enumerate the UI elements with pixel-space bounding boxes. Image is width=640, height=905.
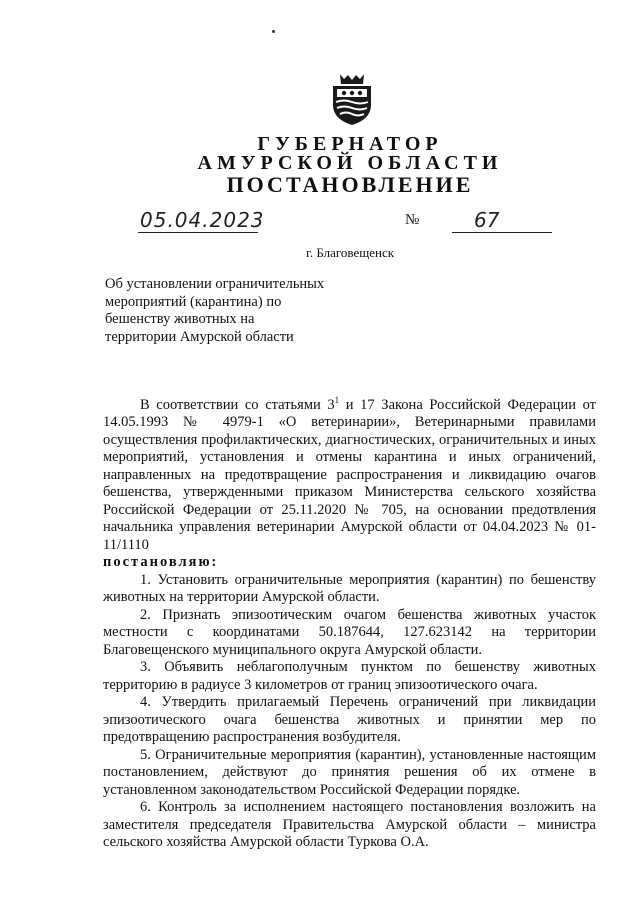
item-4: 4. Утвердить прилагаемый Перечень ограничений при ликвидации эпизоотического очага бешенства животных и принятии мер по предотвращению распространения возбудителя. [103,694,596,746]
article-superscript: 1 [334,395,340,405]
region-heading: АМУРСКОЙ ОБЛАСТИ [197,152,503,174]
document-subject: Об установлении ограничительных мероприятий (карантина) по бешенству животных на территории Амурской области [105,276,325,345]
document-type-heading: ПОСТАНОВЛЕНИЕ [226,172,474,197]
document-date: 05.04.2023 [140,208,265,232]
item-2: 2. Признать эпизоотическим очагом бешенства животных участок местности с координатами 50.187644, 127.623142 на территории Благовещенского муниципального округа Амурской области. [103,606,596,658]
scan-dot [272,30,275,33]
item-1: 1. Установить ограничительные мероприятия (карантин) по бешенству животных на территории Амурской области. [103,571,596,606]
coat-of-arms-icon [328,72,376,126]
preamble-text-rest: и 17 Закона Российской Федерации от 14.05.1993 № 4979-1 «О ветеринарии», Ветеринарными правилами осуществления профилактических, диагностических, ограничительных и иных мероприятий, установления и отмены карантина и иных ограничений, направленных на предотвращение распространения и ликвидацию очагов бешенства, утвержденными приказом Министерства сельского хозяйства Российской Федерации от 25.11.2020 № 705, на основании предотвления начальника управления ветеринарии Амурской области от 04.04.2023 № 01-11/1110 [103,396,596,553]
number-label: № [405,212,420,228]
document-body [103,392,596,852]
item-3: 3. Объявить неблагополучным пунктом по бешенству животных территорию в радиусе 3 километров от границ эпизоотического очага. [103,659,596,693]
preamble-paragraph [103,392,596,554]
city-line: г. Благовещенск [305,245,395,260]
item-6: 6. Контроль за исполнением настоящего постановления возложить на заместителя председателя Правительства Амурской области – министра сельского хозяйства Амурской области Туркова О.А. [103,799,596,851]
preamble-text-start: В соответствии со статьями 3 [140,396,335,413]
resolve-word: постановляю: [103,554,219,571]
governor-heading: ГУБЕРНАТОР [257,133,443,155]
item-5: 5. Ограничительные мероприятия (карантин), установленные настоящим постановлением, действуют до принятия решения об их отмене в установленном законодательством Российской Федерации порядке. [103,746,596,798]
document-number: 67 [452,208,552,233]
